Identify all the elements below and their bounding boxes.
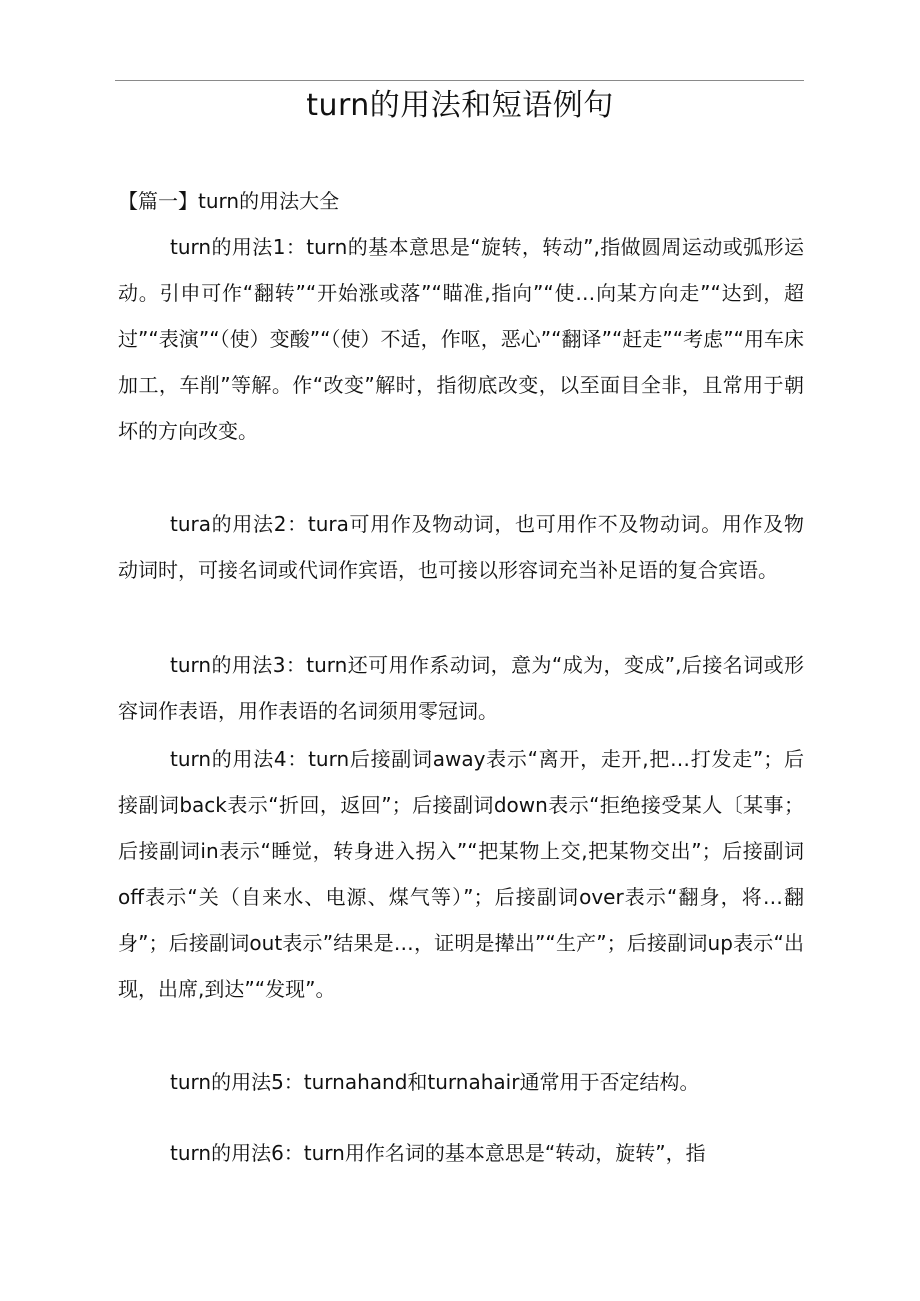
paragraph-usage-6: turn的用法6：turn用作名词的基本意思是“转动，旋转”，指: [170, 1141, 706, 1165]
header-rule: [115, 80, 804, 81]
paragraph-usage-4: turn的用法4：turn后接副词away表示“离开，走开,把…打发走”；后接副词back表示“折回，返回”；后接副词down表示“拒绝接受某人〔某事；后接副词in表示“睡觉，转身进入拐入”“把某物上交,把某物交出”；后接副词off表示“关（自来水、电源、煤气等）”；后接副词over表示“翻身，将…翻身”；后接副词out表示”结果是…，证明是撵出”“生产”；后接副词up表示“出现，出席,到达”“发现”。: [118, 747, 804, 1001]
paragraph-usage-2: tura的用法2：tura可用作及物动词，也可用作不及物动词。用作及物动词时，可接名词或代词作宾语，也可接以形容词充当补足语的复合宾语。: [118, 512, 804, 582]
paragraph-usage-1: turn的用法1：turn的基本意思是“旋转，转动”,指做圆周运动或弧形运动。引申可作“翻转”“开始涨或落”“瞄准,指向”“使…向某方向走”“达到，超过”“表演”“（使）变酸”“（使）不适，作呕，恶心”“翻译”“赶走”“考虑”“用车床加工，车削”等解。作“改变”解时，指彻底改变，以至面目全非，且常用于朝坏的方向改变。: [118, 235, 804, 443]
section-heading: 【篇一】turn的用法大全: [118, 189, 340, 213]
paragraph-usage-5: turn的用法5：turnahand和turnahair通常用于否定结构。: [170, 1070, 700, 1094]
document-title: turn的用法和短语例句: [306, 88, 614, 123]
paragraph-usage-3: turn的用法3：turn还可用作系动词，意为“成为，变成”,后接名词或形容词作表语，用作表语的名词须用零冠词。: [118, 653, 804, 723]
